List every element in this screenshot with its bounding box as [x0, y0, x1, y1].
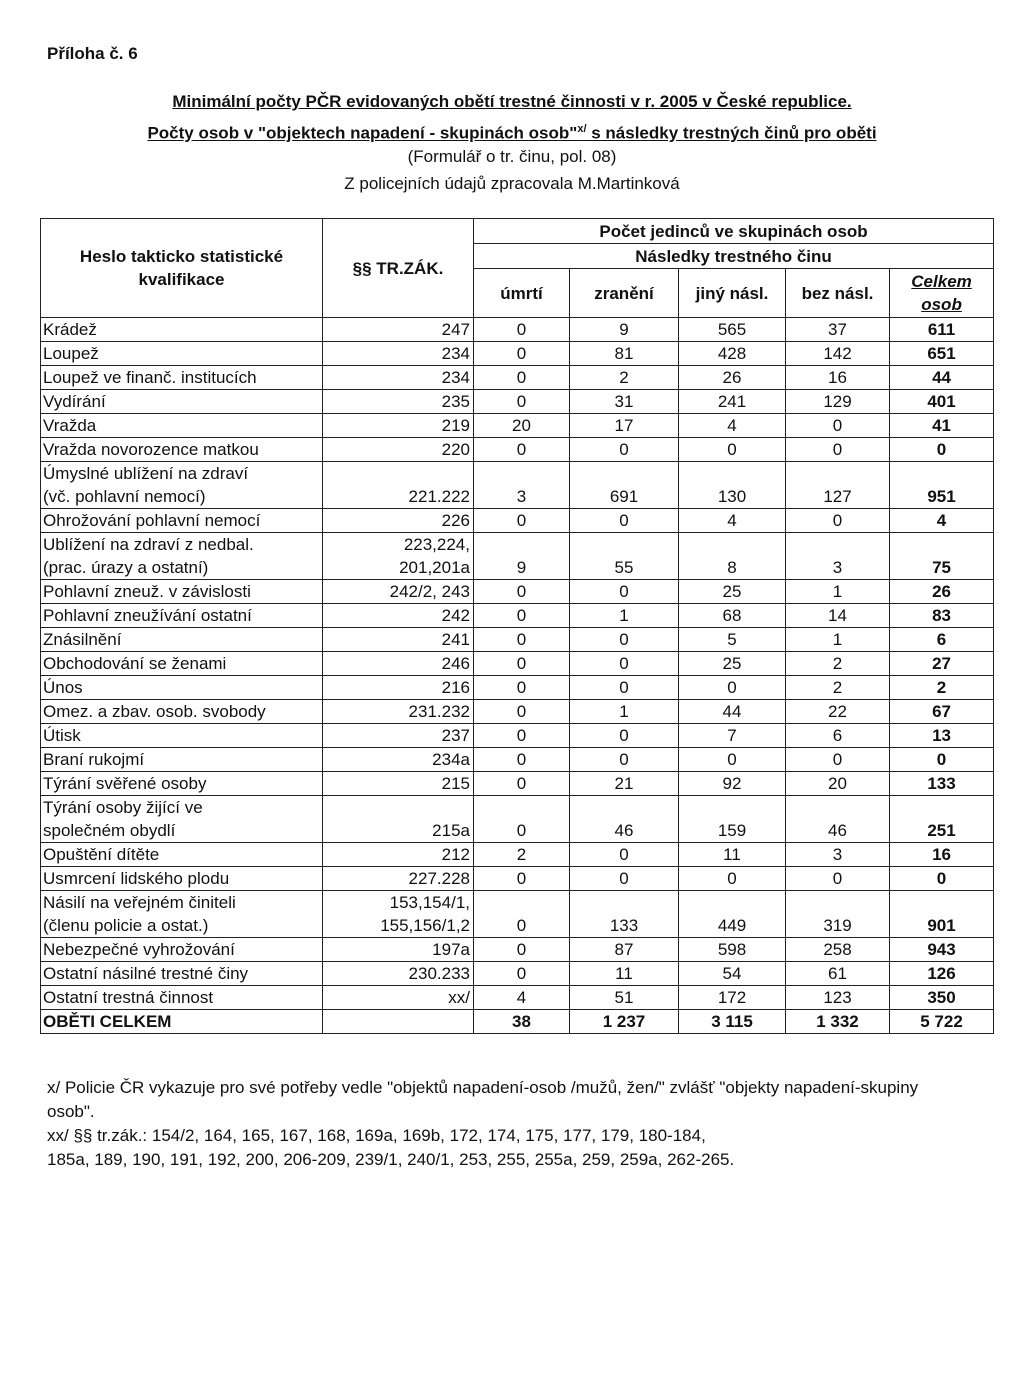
row-qualification: Omez. a zbav. osob. svobody — [41, 700, 323, 724]
row-total: 41 — [890, 414, 994, 438]
row-none: 2 — [786, 652, 890, 676]
row-qualification: Týrání svěřené osoby — [41, 772, 323, 796]
row-total: 611 — [890, 318, 994, 342]
total-none: 1 332 — [786, 1010, 890, 1034]
row-none: 61 — [786, 962, 890, 986]
table-row — [41, 938, 994, 962]
table-row — [41, 867, 994, 891]
row-qualification: Vražda novorozence matkou — [41, 438, 323, 462]
row-deaths: 0 — [474, 748, 570, 772]
row-qualification: Ostatní trestná činnost — [41, 986, 323, 1010]
row-total: 350 — [890, 986, 994, 1010]
row-qualification: Loupež ve finanč. institucích — [41, 366, 323, 390]
victims-table — [40, 218, 994, 1034]
row-qualification — [41, 796, 323, 843]
row-none: 1 — [786, 580, 890, 604]
row-qualification-line1: Ublížení na zdraví z nedbal. — [43, 535, 254, 554]
row-paragraphs-line2: 201,201a — [399, 558, 470, 577]
table-row — [41, 366, 994, 390]
row-total: 27 — [890, 652, 994, 676]
row-other: 130 — [679, 462, 786, 509]
footnotes — [47, 1076, 947, 1172]
row-injuries: 55 — [570, 533, 679, 580]
row-injuries: 81 — [570, 342, 679, 366]
row-paragraphs: 247 — [323, 318, 474, 342]
row-injuries: 1 — [570, 700, 679, 724]
row-total: 2 — [890, 676, 994, 700]
row-deaths: 0 — [474, 796, 570, 843]
row-injuries: 51 — [570, 986, 679, 1010]
row-deaths: 0 — [474, 962, 570, 986]
row-qualification-line2: (vč. pohlavní nemocí) — [43, 487, 206, 506]
row-deaths: 3 — [474, 462, 570, 509]
total-para-cell — [323, 1010, 474, 1034]
row-other: 0 — [679, 676, 786, 700]
table-total-row — [41, 1010, 994, 1034]
row-paragraphs: 220 — [323, 438, 474, 462]
row-total: 26 — [890, 580, 994, 604]
row-injuries: 17 — [570, 414, 679, 438]
row-none: 0 — [786, 414, 890, 438]
row-none: 16 — [786, 366, 890, 390]
row-total: 13 — [890, 724, 994, 748]
row-deaths: 20 — [474, 414, 570, 438]
row-none: 258 — [786, 938, 890, 962]
row-other: 7 — [679, 724, 786, 748]
row-injuries: 0 — [570, 628, 679, 652]
table-row — [41, 962, 994, 986]
header-total-persons: Celkem osob — [890, 269, 994, 318]
total-grand: 5 722 — [890, 1010, 994, 1034]
row-paragraphs: 234 — [323, 366, 474, 390]
footnote-x: x/ Policie ČR vykazuje pro své potřeby vedle "objektů napadení-osob /mužů, žen/" zvlášť "objekty napadení-skupiny osob". — [47, 1078, 919, 1121]
row-other: 0 — [679, 867, 786, 891]
row-qualification-line2: (prac. úrazy a ostatní) — [43, 558, 209, 577]
row-paragraphs-line1: 223,224, — [403, 535, 470, 554]
row-none: 22 — [786, 700, 890, 724]
table-row — [41, 533, 994, 580]
row-none: 20 — [786, 772, 890, 796]
row-deaths: 9 — [474, 533, 570, 580]
footnote-xx-line2: 185a, 189, 190, 191, 192, 200, 206-209, 239/1, 240/1, 253, 255, 255a, 259, 259a, 262-265. — [47, 1150, 735, 1169]
table-row — [41, 438, 994, 462]
row-paragraphs: 215 — [323, 772, 474, 796]
table-row — [41, 318, 994, 342]
row-deaths: 0 — [474, 628, 570, 652]
row-none: 142 — [786, 342, 890, 366]
row-injuries: 0 — [570, 652, 679, 676]
row-other: 44 — [679, 700, 786, 724]
row-none: 37 — [786, 318, 890, 342]
row-qualification-line1: Násilí na veřejném činiteli — [43, 893, 236, 912]
row-none: 46 — [786, 796, 890, 843]
row-paragraphs: 226 — [323, 509, 474, 533]
title-footnote-mark: x/ — [577, 123, 587, 135]
table-row — [41, 604, 994, 628]
row-paragraphs: 237 — [323, 724, 474, 748]
row-qualification-line2: (členu policie a ostat.) — [43, 916, 209, 935]
row-total: 75 — [890, 533, 994, 580]
row-injuries: 0 — [570, 843, 679, 867]
row-none: 6 — [786, 724, 890, 748]
row-paragraphs: 234a — [323, 748, 474, 772]
row-qualification: Nebezpečné vyhrožování — [41, 938, 323, 962]
row-qualification: Opuštění dítěte — [41, 843, 323, 867]
row-paragraphs: 235 — [323, 390, 474, 414]
row-deaths: 0 — [474, 438, 570, 462]
row-none: 14 — [786, 604, 890, 628]
row-other: 449 — [679, 891, 786, 938]
row-other: 92 — [679, 772, 786, 796]
row-other: 11 — [679, 843, 786, 867]
table-row — [41, 414, 994, 438]
row-other: 241 — [679, 390, 786, 414]
subtitle-author: Z policejních údajů zpracovala M.Martinková — [344, 174, 680, 193]
table-row — [41, 796, 994, 843]
row-other: 25 — [679, 652, 786, 676]
row-paragraphs: 216 — [323, 676, 474, 700]
row-paragraphs: 227.228 — [323, 867, 474, 891]
table-row — [41, 891, 994, 938]
document-title: Minimální počty PČR evidovaných obětí trestné činnosti v r. 2005 v České republice. — [172, 92, 852, 111]
row-paragraphs: 197a — [323, 938, 474, 962]
row-injuries: 0 — [570, 676, 679, 700]
row-paragraphs: 215a — [323, 796, 474, 843]
row-injuries: 133 — [570, 891, 679, 938]
row-total: 251 — [890, 796, 994, 843]
row-other: 172 — [679, 986, 786, 1010]
row-paragraphs-line1: 153,154/1, — [389, 893, 470, 912]
row-other: 25 — [679, 580, 786, 604]
row-qualification — [41, 533, 323, 580]
row-injuries: 87 — [570, 938, 679, 962]
title-line2-text: Počty osob v "objektech napadení - skupinách osob" — [147, 123, 578, 143]
row-total: 126 — [890, 962, 994, 986]
annex-label: Příloha č. 6 — [47, 44, 138, 63]
row-deaths: 0 — [474, 342, 570, 366]
row-paragraphs — [323, 533, 474, 580]
row-other: 8 — [679, 533, 786, 580]
row-total: 44 — [890, 366, 994, 390]
row-other: 428 — [679, 342, 786, 366]
row-deaths: 0 — [474, 652, 570, 676]
row-deaths: 0 — [474, 938, 570, 962]
row-other: 565 — [679, 318, 786, 342]
table-row — [41, 772, 994, 796]
row-deaths: 0 — [474, 772, 570, 796]
row-none: 3 — [786, 843, 890, 867]
row-total: 0 — [890, 438, 994, 462]
row-deaths: 0 — [474, 366, 570, 390]
row-injuries: 0 — [570, 748, 679, 772]
row-paragraphs: 234 — [323, 342, 474, 366]
table-row — [41, 652, 994, 676]
row-qualification: Braní rukojmí — [41, 748, 323, 772]
row-total: 951 — [890, 462, 994, 509]
row-injuries: 21 — [570, 772, 679, 796]
header-other-consequence: jiný násl. — [679, 269, 786, 318]
row-other: 54 — [679, 962, 786, 986]
row-deaths: 0 — [474, 604, 570, 628]
row-paragraphs: 230.233 — [323, 962, 474, 986]
row-paragraphs: 221.222 — [323, 462, 474, 509]
document-title-line2 — [0, 123, 1024, 144]
row-none: 0 — [786, 438, 890, 462]
row-total: 16 — [890, 843, 994, 867]
row-deaths: 2 — [474, 843, 570, 867]
row-qualification: Únos — [41, 676, 323, 700]
row-deaths: 4 — [474, 986, 570, 1010]
row-deaths: 0 — [474, 891, 570, 938]
row-other: 68 — [679, 604, 786, 628]
row-qualification: Pohlavní zneuž. v závislosti — [41, 580, 323, 604]
row-paragraphs: 212 — [323, 843, 474, 867]
table-row — [41, 628, 994, 652]
row-injuries: 31 — [570, 390, 679, 414]
row-deaths: 0 — [474, 676, 570, 700]
table-row — [41, 748, 994, 772]
row-deaths: 0 — [474, 580, 570, 604]
total-other: 3 115 — [679, 1010, 786, 1034]
total-deaths: 38 — [474, 1010, 570, 1034]
row-qualification: Vydírání — [41, 390, 323, 414]
row-total: 133 — [890, 772, 994, 796]
header-deaths: úmrtí — [474, 269, 570, 318]
row-paragraphs: 242/2, 243 — [323, 580, 474, 604]
row-qualification: Loupež — [41, 342, 323, 366]
table-row — [41, 986, 994, 1010]
row-none: 319 — [786, 891, 890, 938]
row-other: 159 — [679, 796, 786, 843]
table-body — [41, 318, 994, 1010]
row-other: 5 — [679, 628, 786, 652]
row-injuries: 0 — [570, 867, 679, 891]
row-deaths: 0 — [474, 700, 570, 724]
row-injuries: 1 — [570, 604, 679, 628]
row-injuries: 0 — [570, 509, 679, 533]
row-injuries: 46 — [570, 796, 679, 843]
header-group-consequences: Následky trestného činu — [474, 244, 994, 269]
row-paragraphs: 242 — [323, 604, 474, 628]
table-row — [41, 700, 994, 724]
row-paragraphs — [323, 891, 474, 938]
row-total: 6 — [890, 628, 994, 652]
table-row — [41, 843, 994, 867]
row-injuries: 11 — [570, 962, 679, 986]
table-row — [41, 462, 994, 509]
row-qualification: Útisk — [41, 724, 323, 748]
row-other: 0 — [679, 748, 786, 772]
header-injuries: zranění — [570, 269, 679, 318]
total-injuries: 1 237 — [570, 1010, 679, 1034]
row-qualification: Znásilnění — [41, 628, 323, 652]
header-paragraphs: §§ TR.ZÁK. — [323, 219, 474, 318]
footnote-xx-line1: xx/ §§ tr.zák.: 154/2, 164, 165, 167, 168, 169a, 169b, 172, 174, 175, 177, 179, 180-184, — [47, 1126, 706, 1145]
row-injuries: 9 — [570, 318, 679, 342]
row-total: 4 — [890, 509, 994, 533]
row-none: 3 — [786, 533, 890, 580]
table-row — [41, 580, 994, 604]
row-qualification: Krádež — [41, 318, 323, 342]
row-qualification: Usmrcení lidského plodu — [41, 867, 323, 891]
row-injuries: 0 — [570, 438, 679, 462]
row-other: 598 — [679, 938, 786, 962]
row-deaths: 0 — [474, 867, 570, 891]
table-row — [41, 509, 994, 533]
row-none: 129 — [786, 390, 890, 414]
row-paragraphs: 241 — [323, 628, 474, 652]
row-qualification: Ohrožování pohlavní nemocí — [41, 509, 323, 533]
row-qualification: Pohlavní zneužívání ostatní — [41, 604, 323, 628]
row-paragraphs: 231.232 — [323, 700, 474, 724]
total-label: OBĚTI CELKEM — [41, 1010, 323, 1034]
row-deaths: 0 — [474, 318, 570, 342]
table-row — [41, 342, 994, 366]
header-group-count: Počet jedinců ve skupinách osob — [474, 219, 994, 244]
row-none: 0 — [786, 867, 890, 891]
row-qualification-line1: Týrání osoby žijící ve — [43, 798, 203, 817]
row-total: 0 — [890, 748, 994, 772]
row-none: 1 — [786, 628, 890, 652]
row-none: 127 — [786, 462, 890, 509]
table-row — [41, 676, 994, 700]
row-total: 901 — [890, 891, 994, 938]
title-line2-text-end: s následky trestných činů pro oběti — [586, 123, 877, 143]
row-other: 0 — [679, 438, 786, 462]
row-qualification: Vražda — [41, 414, 323, 438]
row-paragraphs: 219 — [323, 414, 474, 438]
row-total: 651 — [890, 342, 994, 366]
header-no-consequence: bez násl. — [786, 269, 890, 318]
row-other: 4 — [679, 509, 786, 533]
row-total: 401 — [890, 390, 994, 414]
row-paragraphs-line2: 155,156/1,2 — [380, 916, 470, 935]
row-other: 26 — [679, 366, 786, 390]
row-none: 0 — [786, 509, 890, 533]
row-none: 2 — [786, 676, 890, 700]
row-qualification-line2: společném obydlí — [43, 821, 176, 840]
row-injuries: 691 — [570, 462, 679, 509]
row-paragraphs: 246 — [323, 652, 474, 676]
row-total: 83 — [890, 604, 994, 628]
table-row — [41, 390, 994, 414]
row-injuries: 0 — [570, 580, 679, 604]
header-qualification: Heslo takticko statistické kvalifikace — [41, 219, 323, 318]
row-qualification-line1: Úmyslné ublížení na zdraví — [43, 464, 249, 483]
row-injuries: 0 — [570, 724, 679, 748]
row-qualification — [41, 891, 323, 938]
row-none: 123 — [786, 986, 890, 1010]
row-deaths: 0 — [474, 724, 570, 748]
row-total: 67 — [890, 700, 994, 724]
row-none: 0 — [786, 748, 890, 772]
row-deaths: 0 — [474, 509, 570, 533]
row-total: 0 — [890, 867, 994, 891]
row-injuries: 2 — [570, 366, 679, 390]
row-other: 4 — [679, 414, 786, 438]
row-qualification: Ostatní násilné trestné činy — [41, 962, 323, 986]
row-total: 943 — [890, 938, 994, 962]
row-qualification — [41, 462, 323, 509]
row-paragraphs: xx/ — [323, 986, 474, 1010]
subtitle-form: (Formulář o tr. činu, pol. 08) — [407, 147, 617, 166]
row-qualification: Obchodování se ženami — [41, 652, 323, 676]
table-row — [41, 724, 994, 748]
row-deaths: 0 — [474, 390, 570, 414]
